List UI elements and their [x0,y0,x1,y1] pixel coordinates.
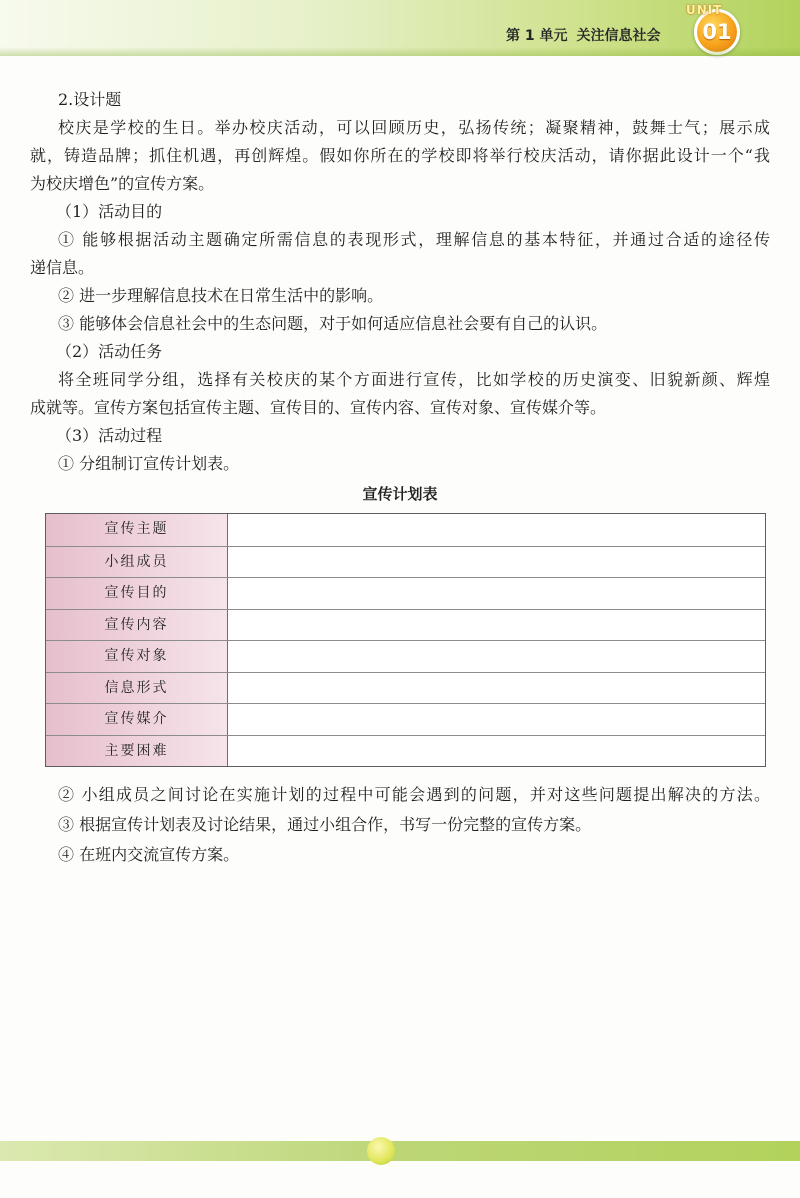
plan-table-row [46,546,765,578]
plan-table-row [46,577,765,609]
purpose-item: ② 进一步理解信息技术在日常生活中的影响。 [58,286,384,305]
plan-table-row [46,672,765,704]
plan-row-blank [228,673,765,704]
exercise-content [30,86,770,870]
plan-row-blank [228,547,765,578]
plan-row-label: 宣传媒介 [46,704,228,735]
footer-dot-decoration [367,1137,395,1165]
process-step: ① 分组制订宣传计划表。 [58,454,240,473]
plan-row-blank [228,514,765,546]
plan-row-label: 小组成员 [46,547,228,578]
unit-badge-number: 01 [694,9,740,55]
intro-line: 校庆是学校的生日。举办校庆活动，可以回顾历史，弘扬传统；凝聚精神，鼓舞士气；展示成 [58,118,770,137]
plan-row-label: 主要困难 [46,736,228,767]
footer-band [0,1141,800,1161]
unit-title [506,27,661,45]
intro-line: 为校庆增色”的宣传方案。 [30,174,215,193]
process-step: ④ 在班内交流宣传方案。 [58,845,240,864]
plan-row-blank [228,736,765,767]
plan-row-blank [228,610,765,641]
purpose-item-continuation: 递信息。 [30,258,95,277]
purpose-item: ① 能够根据活动主题确定所需信息的表现形式，理解信息的基本特征，并通过合适的途径传 [58,230,770,249]
plan-row-blank [228,578,765,609]
plan-table-row [46,514,765,546]
plan-row-blank [228,641,765,672]
plan-row-blank [228,704,765,735]
process-step: ③ 根据宣传计划表及讨论结果，通过小组合作，书写一份完整的宣传方案。 [58,815,592,834]
plan-row-label: 宣传对象 [46,641,228,672]
unit-header-bar [0,0,800,56]
plan-table-row [46,640,765,672]
unit-name: 关注信息社会 [576,28,661,44]
plan-table-row [46,703,765,735]
tasks-line: 将全班同学分组，选择有关校庆的某个方面进行宣传，比如学校的历史演变、旧貌新颜、辉煌 [58,370,770,389]
purpose-item: ③ 能够体会信息社会中的生态问题，对于如何适应信息社会要有自己的认识。 [58,314,608,333]
intro-line: 就，铸造品牌；抓住机遇，再创辉煌。假如你所在的学校即将举行校庆活动，请你据此设计一个“我 [30,146,770,165]
process-heading: （3）活动过程 [56,426,163,445]
plan-row-label: 宣传目的 [46,578,228,609]
exercise-heading: 2.设计题 [58,90,122,109]
unit-label: 第 1 单元 [506,28,568,44]
plan-row-label: 信息形式 [46,673,228,704]
plan-row-label: 宣传主题 [46,514,228,546]
purpose-heading: （1）活动目的 [56,202,163,221]
process-step: ② 小组成员之间讨论在实施计划的过程中可能会遇到的问题，并对这些问题提出解决的方法。 [58,785,770,804]
plan-row-label: 宣传内容 [46,610,228,641]
process-steps-after-table [30,780,770,870]
plan-table-row [46,609,765,641]
plan-table-title: 宣传计划表 [362,485,438,503]
plan-table-row [46,735,765,767]
tasks-line: 成就等。宣传方案包括宣传主题、宣传目的、宣传内容、宣传对象、宣传媒介等。 [30,398,607,417]
tasks-heading: （2）活动任务 [56,342,163,361]
unit-badge-word: UNIT [686,3,723,17]
plan-table [45,513,766,767]
